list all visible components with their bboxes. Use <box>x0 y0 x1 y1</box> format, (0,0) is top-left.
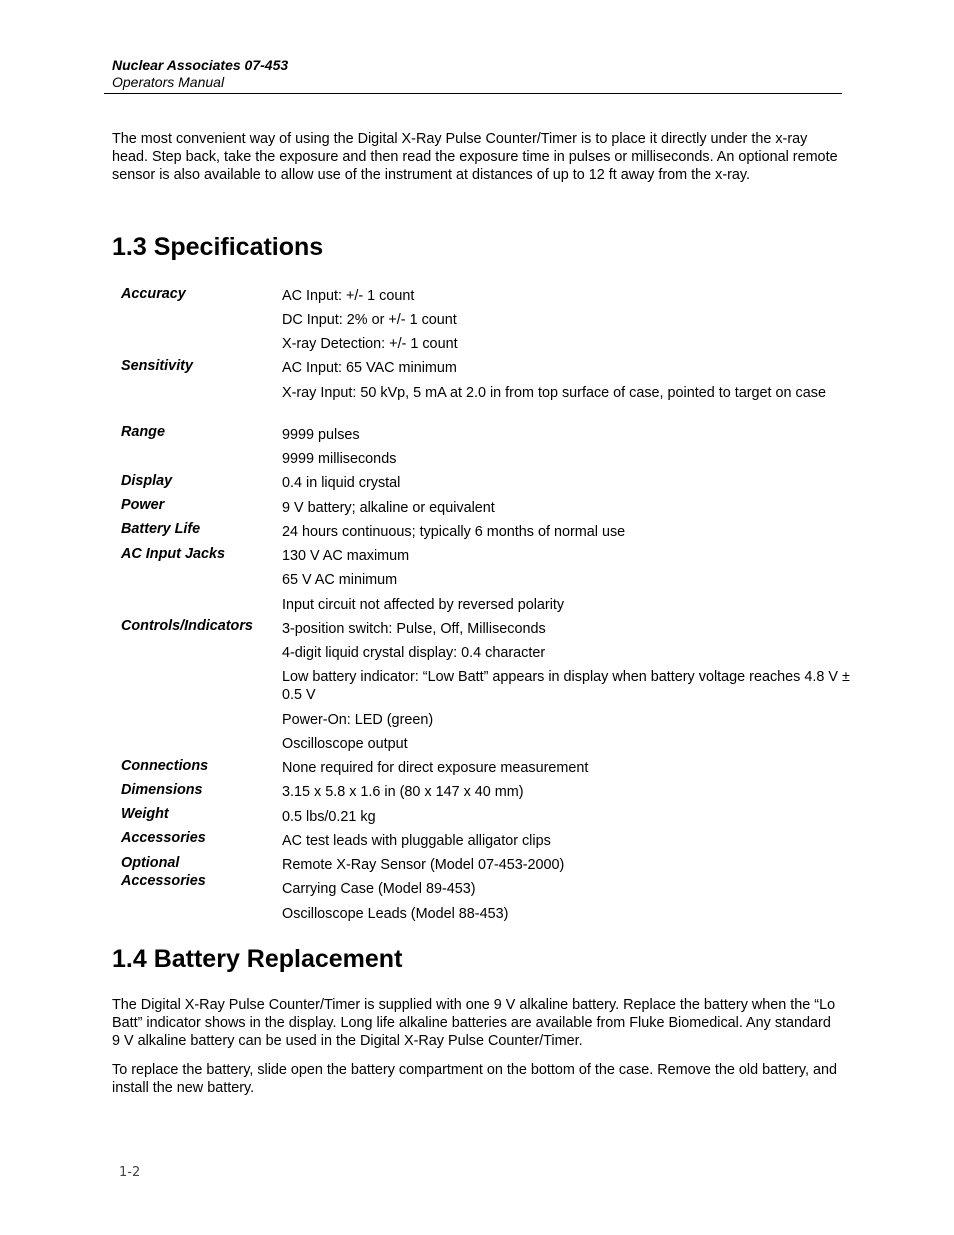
spec-label-dimensions: Dimensions <box>121 782 203 798</box>
spec-value: 65 V AC minimum <box>282 572 398 588</box>
spec-value: AC Input: +/- 1 count <box>282 288 415 304</box>
spec-value: Low battery indicator: “Low Batt” appears in display when battery voltage reaches 4.8 V ± 0.5 V <box>282 669 850 703</box>
spec-label-accuracy: Accuracy <box>121 286 186 302</box>
spec-value: Carrying Case (Model 89-453) <box>282 881 476 897</box>
spec-value: Oscilloscope output <box>282 736 408 752</box>
spec-value: X-ray Detection: +/- 1 count <box>282 336 458 352</box>
battery-paragraph-2: To replace the battery, slide open the battery compartment on the bottom of the case. Remove the old battery, and install the new battery. <box>112 1062 838 1096</box>
spec-value: DC Input: 2% or +/- 1 count <box>282 312 457 328</box>
page-number: 1-2 <box>119 1165 141 1180</box>
spec-value: Power-On: LED (green) <box>282 712 434 728</box>
spec-value: 0.4 in liquid crystal <box>282 475 401 491</box>
document-title: Nuclear Associates 07-453 <box>112 57 289 73</box>
spec-value: 130 V AC maximum <box>282 548 410 564</box>
spec-value: 9999 milliseconds <box>282 451 397 467</box>
spec-value: 24 hours continuous; typically 6 months of normal use <box>282 524 626 540</box>
spec-label-battery-life: Battery Life <box>121 521 201 537</box>
spec-value: 9999 pulses <box>282 427 360 443</box>
spec-value: 3.15 x 5.8 x 1.6 in (80 x 147 x 40 mm) <box>282 784 524 800</box>
header-divider <box>104 93 842 94</box>
spec-label-accessories: Accessories <box>121 830 206 846</box>
battery-paragraph-1: The Digital X-Ray Pulse Counter/Timer is supplied with one 9 V alkaline battery. Replace the battery when the “Lo Batt” indicator shows in the display. Long life alkaline batteries are available from Fluke Biomedical. Any standard 9 V alkaline battery can be used in the Digital X-Ray Pulse Counter/Timer. <box>112 997 836 1049</box>
spec-value: AC test leads with pluggable alligator clips <box>282 833 551 849</box>
spec-value: None required for direct exposure measurement <box>282 760 589 776</box>
spec-label-display: Display <box>121 473 173 489</box>
document-subtitle: Operators Manual <box>112 74 225 90</box>
spec-value: 9 V battery; alkaline or equivalent <box>282 500 495 516</box>
spec-label-connections: Connections <box>121 758 209 774</box>
spec-value: AC Input: 65 VAC minimum <box>282 360 457 376</box>
spec-value: Oscilloscope Leads (Model 88-453) <box>282 906 509 922</box>
spec-label-ac-input-jacks: AC Input Jacks <box>121 546 225 562</box>
spec-value: X-ray Input: 50 kVp, 5 mA at 2.0 in from top surface of case, pointed to target on case <box>282 385 826 401</box>
intro-paragraph: The most convenient way of using the Digital X-Ray Pulse Counter/Timer is to place it directly under the x-ray head. Step back, take the exposure and then read the exposure time in pulses or milliseconds. An optional remote sensor is also available to allow use of the instrument at distances of up to 12 ft away from the x-ray. <box>112 131 838 183</box>
spec-value: Remote X-Ray Sensor (Model 07-453-2000) <box>282 857 565 873</box>
spec-label-weight: Weight <box>121 806 169 822</box>
spec-label-range: Range <box>121 424 165 440</box>
spec-label-sensitivity: Sensitivity <box>121 358 193 374</box>
specifications-heading: 1.3 Specifications <box>112 233 324 261</box>
spec-value: Input circuit not affected by reversed polarity <box>282 597 565 613</box>
spec-label-optional: Optional <box>121 855 180 871</box>
battery-replacement-heading: 1.4 Battery Replacement <box>112 945 403 973</box>
spec-value: 0.5 lbs/0.21 kg <box>282 809 376 825</box>
spec-label-controls-indicators: Controls/Indicators <box>121 618 253 634</box>
running-header <box>112 56 842 91</box>
spec-value: 4-digit liquid crystal display: 0.4 character <box>282 645 546 661</box>
spec-label-optional-accessories: Accessories <box>121 873 206 889</box>
spec-value: 3-position switch: Pulse, Off, Milliseconds <box>282 621 546 637</box>
spec-label-power: Power <box>121 497 165 513</box>
